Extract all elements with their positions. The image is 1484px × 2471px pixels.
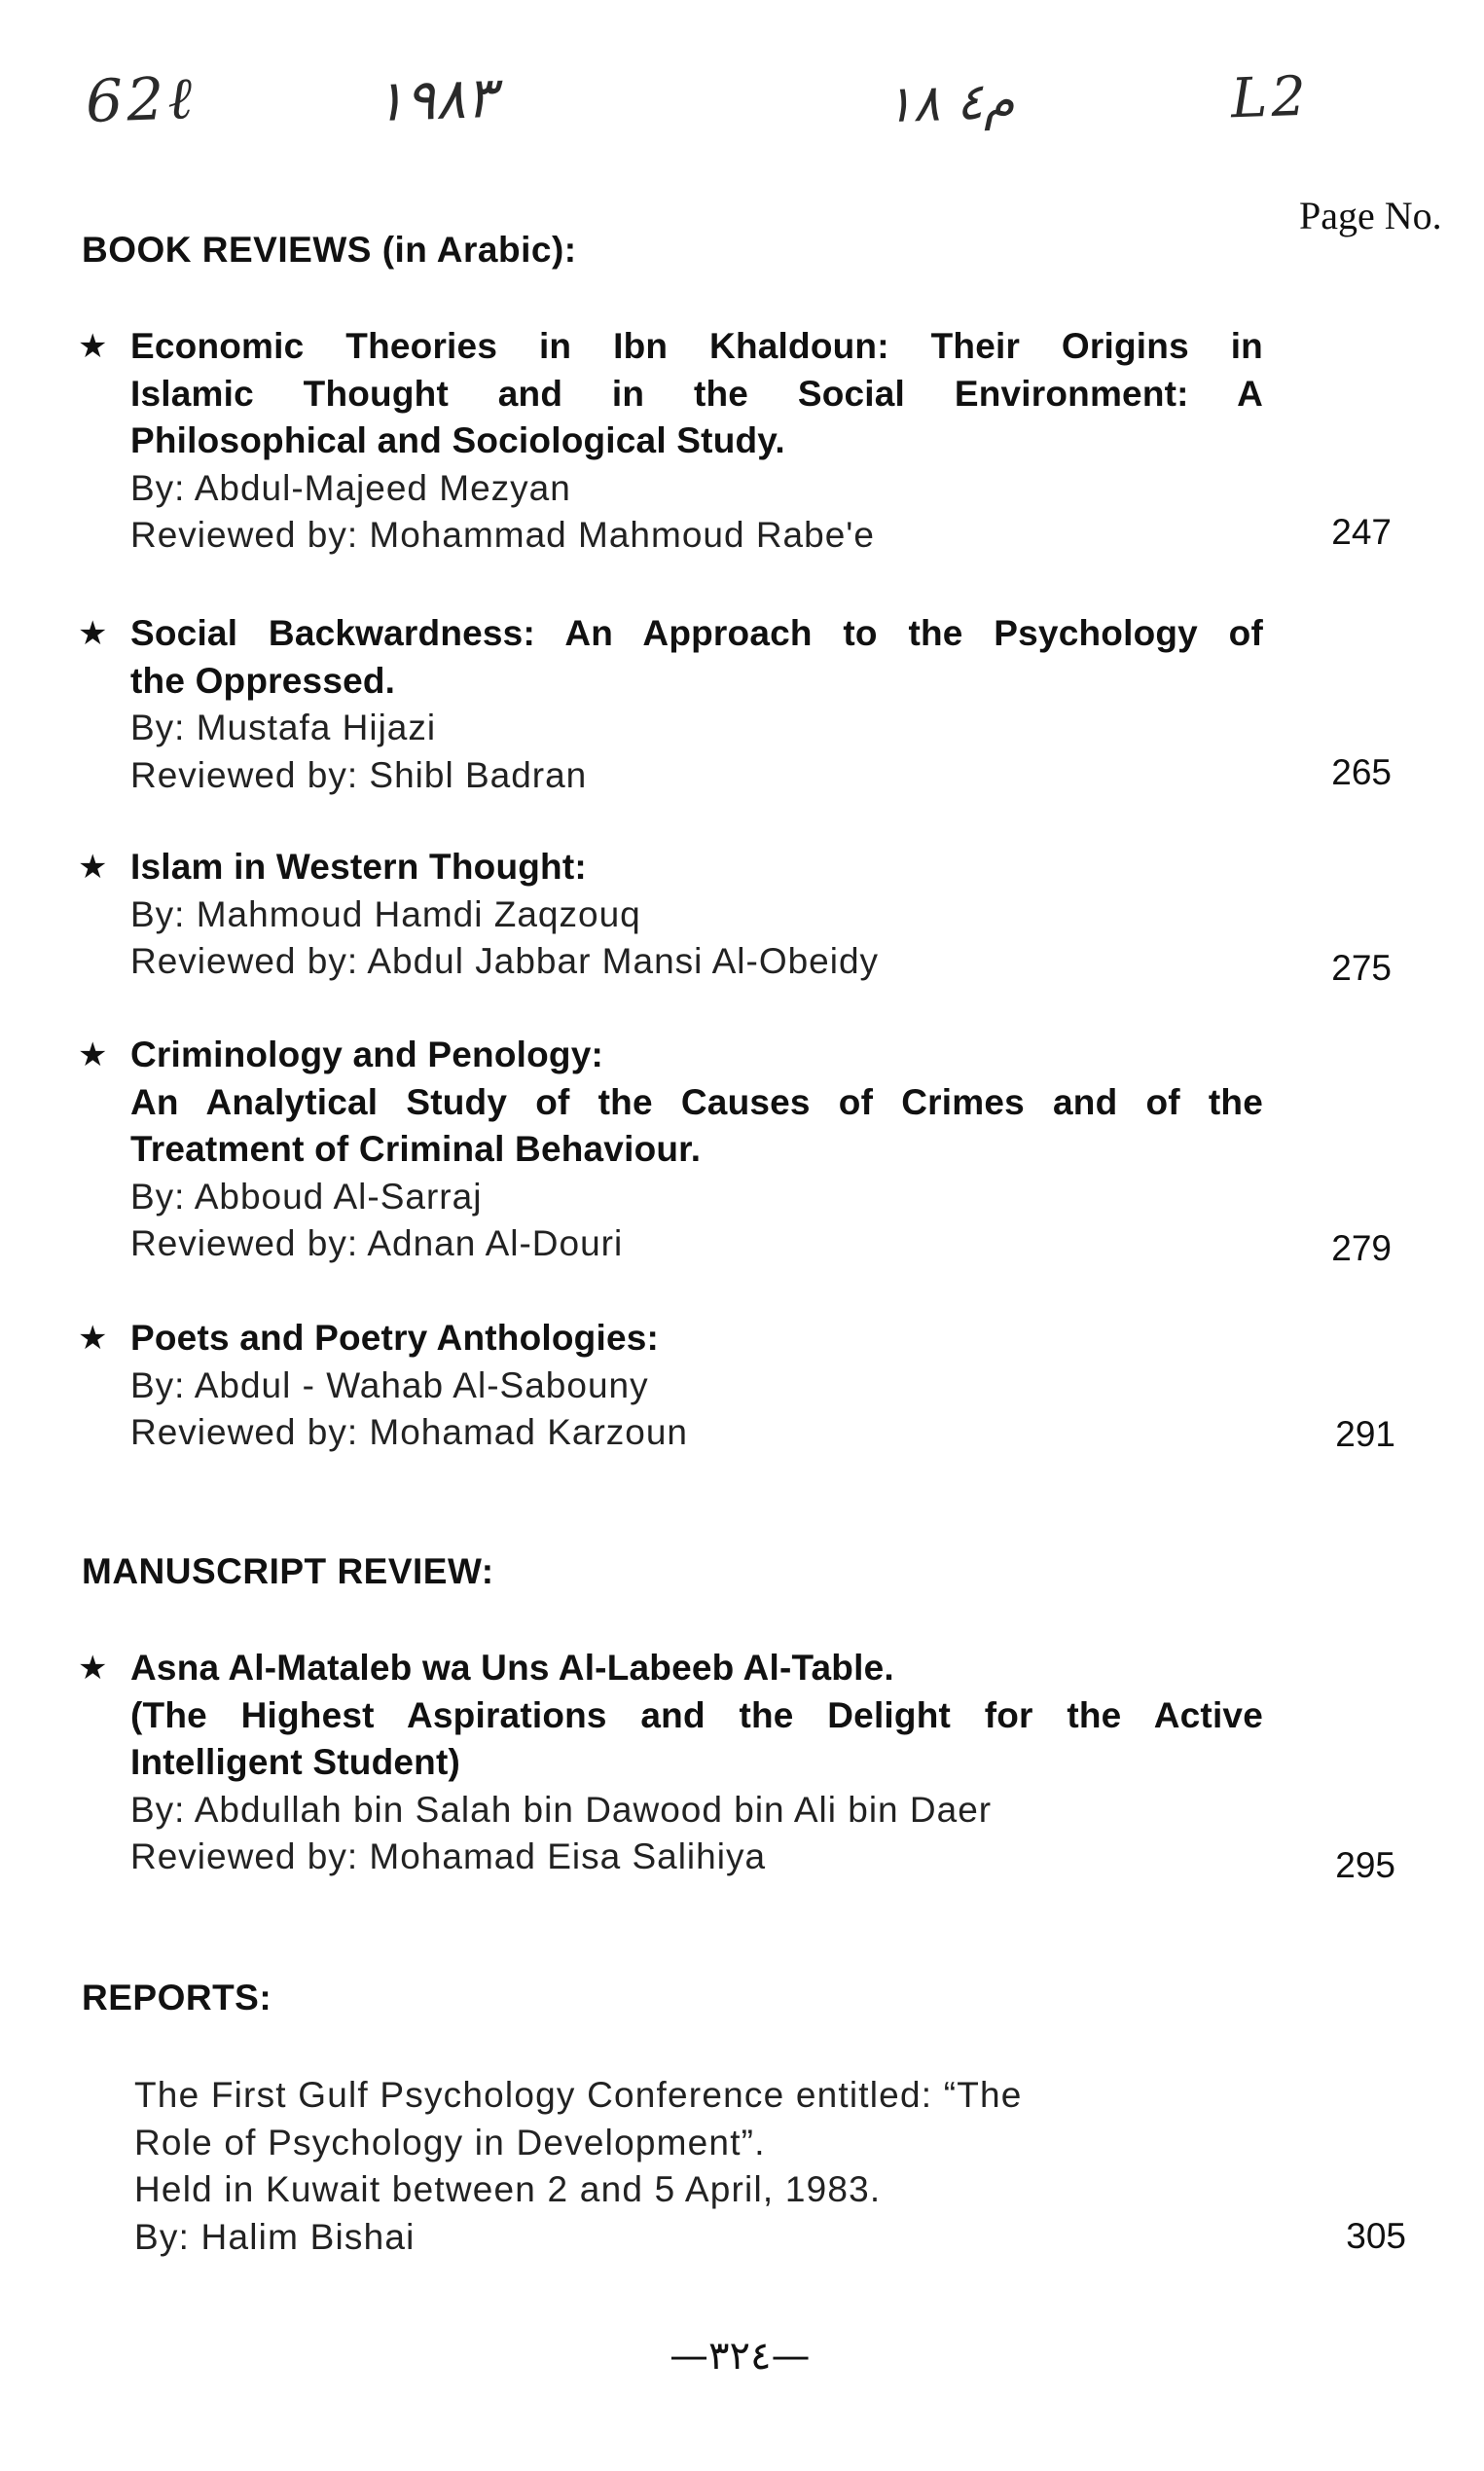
entry-title-line: (The Highest Aspirations and the Delight for the Active — [130, 1694, 1263, 1735]
toc-entry — [78, 1645, 1421, 1885]
star-bullet-icon: ★ — [78, 1036, 108, 1073]
report-line: The First Gulf Psychology Conference entitled: “The — [134, 2075, 1023, 2115]
star-bullet-icon: ★ — [78, 1320, 108, 1357]
entry-title-line: Islamic Thought and in the Social Environment: A — [130, 373, 1263, 414]
entry-reviewer: Reviewed by: Shibl Badran — [130, 754, 588, 795]
entry-title-line: the Oppressed. — [130, 660, 396, 701]
entry-page-number: 291 — [1335, 1414, 1395, 1454]
entry-title-line: Social Backwardness: An Approach to the Psychology of — [130, 613, 1263, 653]
section-heading-book-reviews: BOOK REVIEWS (in Arabic): — [82, 230, 577, 270]
entry-title-line: Economic Theories in Ibn Khaldoun: Their Origins in — [130, 326, 1263, 366]
entry-title-line: Asna Al-Mataleb wa Uns Al-Labeeb Al-Table. — [130, 1648, 894, 1688]
entry-page-number: 279 — [1331, 1228, 1392, 1268]
handwritten-mark-4: L2 — [1229, 64, 1311, 131]
toc-entry — [78, 323, 1421, 560]
folio-page-number: —٣٢٤— — [670, 2334, 811, 2379]
entry-title-line: Poets and Poetry Anthologies: — [130, 1318, 660, 1358]
entry-title-line: Intelligent Student) — [130, 1742, 461, 1782]
handwritten-mark-3: م٤ ١٨ — [884, 71, 1016, 135]
entry-author: By: Abdullah bin Salah bin Dawood bin Ali bin Daer — [130, 1789, 993, 1830]
entry-reviewer: Reviewed by: Mohammad Mahmoud Rabe'e — [130, 515, 875, 555]
star-bullet-icon: ★ — [78, 328, 108, 365]
entry-author: By: Mahmoud Hamdi Zaqzouq — [130, 893, 641, 934]
section-heading-manuscript-review: MANUSCRIPT REVIEW: — [82, 1551, 494, 1591]
entry-author: By: Abdul - Wahab Al-Sabouny — [130, 1364, 649, 1405]
report-line: Role of Psychology in Development”. — [134, 2122, 766, 2162]
star-bullet-icon: ★ — [78, 1650, 108, 1687]
star-bullet-icon: ★ — [78, 849, 108, 886]
report-line: Held in Kuwait between 2 and 5 April, 1983. — [134, 2169, 882, 2209]
entry-title-line: An Analytical Study of the Causes of Crimes and of the — [130, 1081, 1263, 1122]
toc-entry — [78, 1032, 1421, 1268]
toc-entry — [78, 610, 1421, 799]
entry-title-line: Criminology and Penology: — [130, 1035, 604, 1074]
entry-reviewer: Reviewed by: Abdul Jabbar Mansi Al-Obeidy — [130, 941, 880, 981]
star-bullet-icon: ★ — [78, 615, 108, 652]
entry-page-number: 275 — [1331, 948, 1392, 988]
entry-page-number: 265 — [1331, 752, 1392, 792]
entry-author: By: Abboud Al-Sarraj — [130, 1176, 483, 1217]
entry-page-number: 295 — [1335, 1845, 1395, 1885]
entry-author: By: Abdul-Majeed Mezyan — [130, 467, 571, 508]
entry-author: By: Mustafa Hijazi — [130, 708, 437, 747]
entry-title-line: Treatment of Criminal Behaviour. — [130, 1129, 702, 1169]
entry-title-line: Philosophical and Sociological Study. — [130, 420, 785, 460]
handwritten-mark-2: ١٩٨٣ — [373, 63, 497, 135]
report-author: By: Halim Bishai — [134, 2216, 416, 2257]
section-heading-reports: REPORTS: — [82, 1978, 272, 2017]
report-entry — [134, 2072, 1406, 2261]
entry-page-number: 305 — [1346, 2216, 1406, 2256]
entry-reviewer: Reviewed by: Mohamad Karzoun — [130, 1412, 689, 1452]
toc-entry — [78, 1315, 1421, 1457]
handwritten-mark-1: 62ℓ — [84, 64, 198, 136]
entry-page-number: 247 — [1331, 512, 1392, 552]
toc-entry — [78, 844, 1421, 986]
entry-reviewer: Reviewed by: Adnan Al-Douri — [130, 1223, 624, 1263]
entry-title-line: Islam in Western Thought: — [130, 847, 587, 887]
entry-reviewer: Reviewed by: Mohamad Eisa Salihiya — [130, 1836, 767, 1876]
page-number-column-label: Page No. — [1299, 194, 1442, 237]
